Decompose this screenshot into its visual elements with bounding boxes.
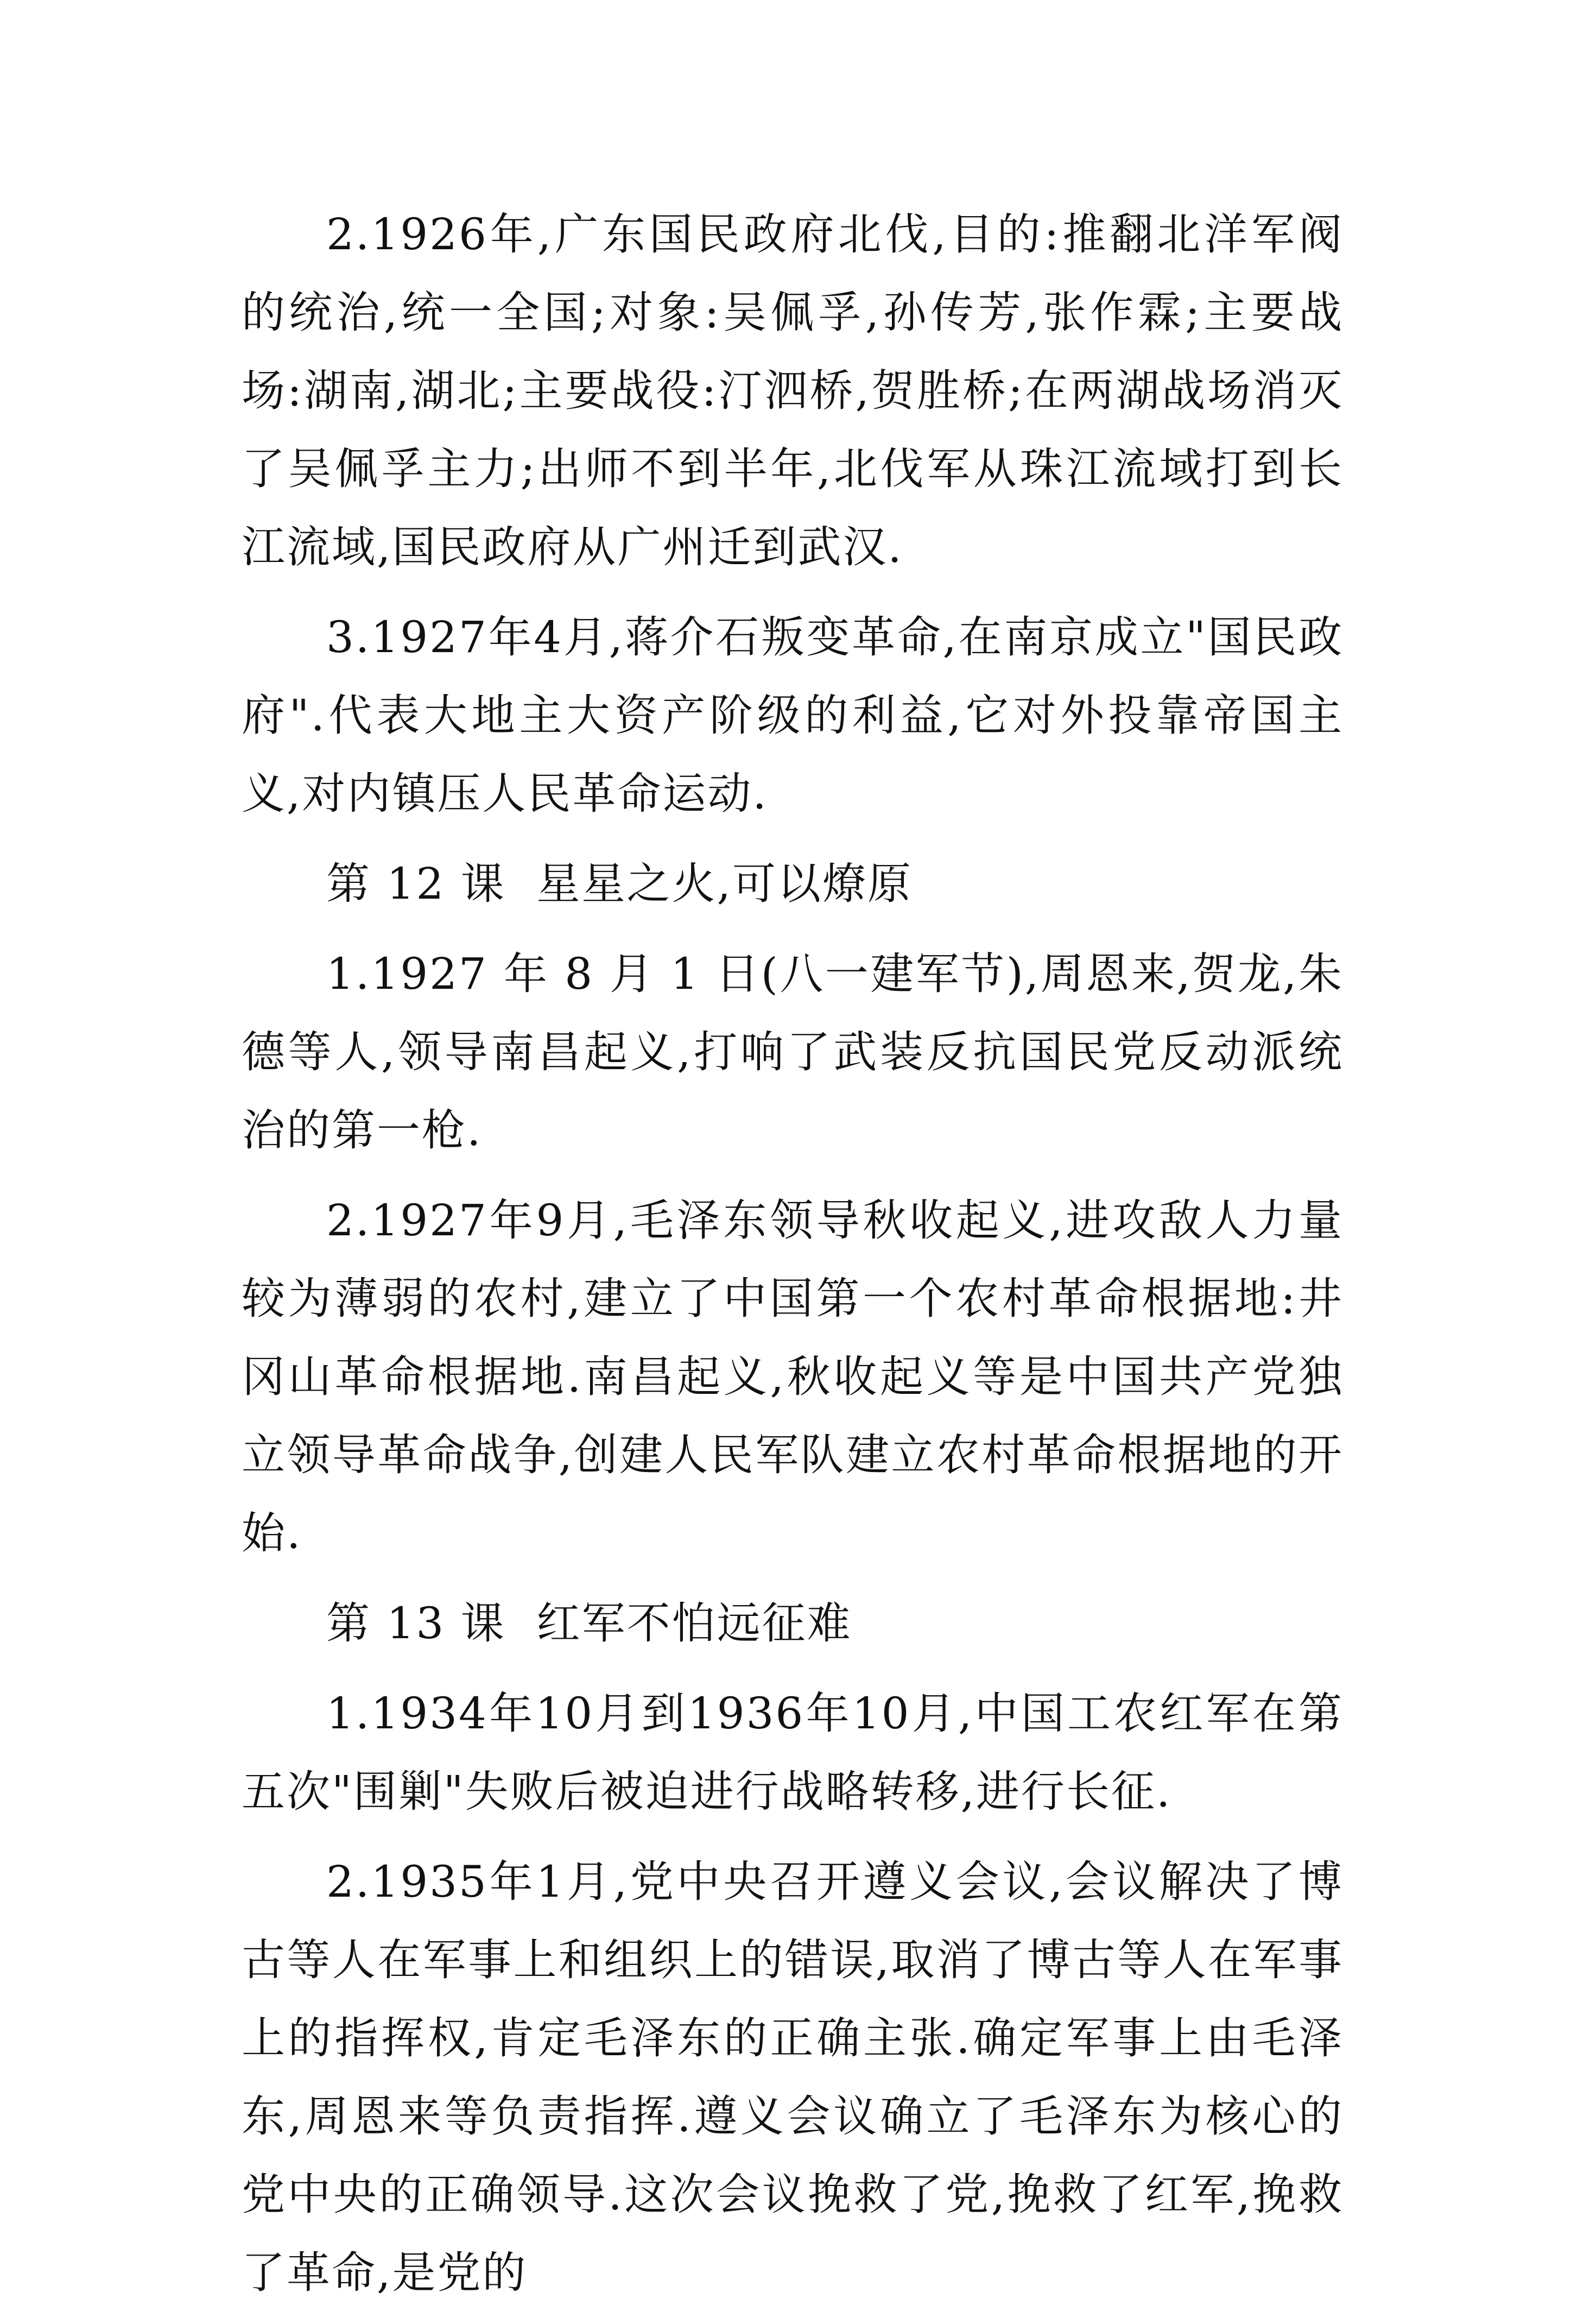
paragraph-autumn-harvest-uprising: 2.1927年9月,毛泽东领导秋收起义,进攻敌人力量较为薄弱的农村,建立了中国第一个农村革命根据地:井冈山革命根据地.南昌起义,秋收起义等是中国共产党独立领导革命战争,创建人民军队建立农村革命根据地的开始.	[242, 1195, 1344, 1558]
paragraph-nanjing-government: 3.1927年4月,蒋介石叛变革命,在南京成立"国民政府".代表大地主大资产阶级的利益,它对外投靠帝国主义,对内镇压人民革命运动.	[242, 612, 1344, 819]
lesson-heading-13: 第 13 课 红军不怕远征难	[326, 1598, 852, 1649]
paragraph-zunyi-conference: 2.1935年1月,党中央召开遵义会议,会议解决了博古等人在军事上和组织上的错误,取消了博古等人在军事上的指挥权,肯定毛泽东的正确主张.确定军事上由毛泽东,周恩来等负责指挥.遵义会议确立了毛泽东为核心的党中央的正确领导.这次会议挽救了党,挽救了红军,挽救了革命,是党的	[242, 1856, 1344, 2298]
lesson-heading-12: 第 12 课 星星之火,可以燎原	[326, 858, 913, 909]
paragraph-northern-expedition: 2.1926年,广东国民政府北伐,目的:推翻北洋军阀的统治,统一全国;对象:吴佩孚,孙传芳,张作霖;主要战场:湖南,湖北;主要战役:汀泗桥,贺胜桥;在两湖战场消灭了吴佩孚主力;出师不到半年,北伐军从珠江流域打到长江流域,国民政府从广州迁到武汉.	[242, 209, 1344, 572]
paragraph-nanchang-uprising: 1.1927 年 8 月 1 日(八一建军节),周恩来,贺龙,朱德等人,领导南昌起义,打响了武装反抗国民党反动派统治的第一枪.	[242, 949, 1344, 1155]
document-body	[242, 195, 1344, 2324]
paragraph-long-march: 1.1934年10月到1936年10月,中国工农红军在第五次"围剿"失败后被迫进行战略转移,进行长征.	[242, 1688, 1344, 1817]
